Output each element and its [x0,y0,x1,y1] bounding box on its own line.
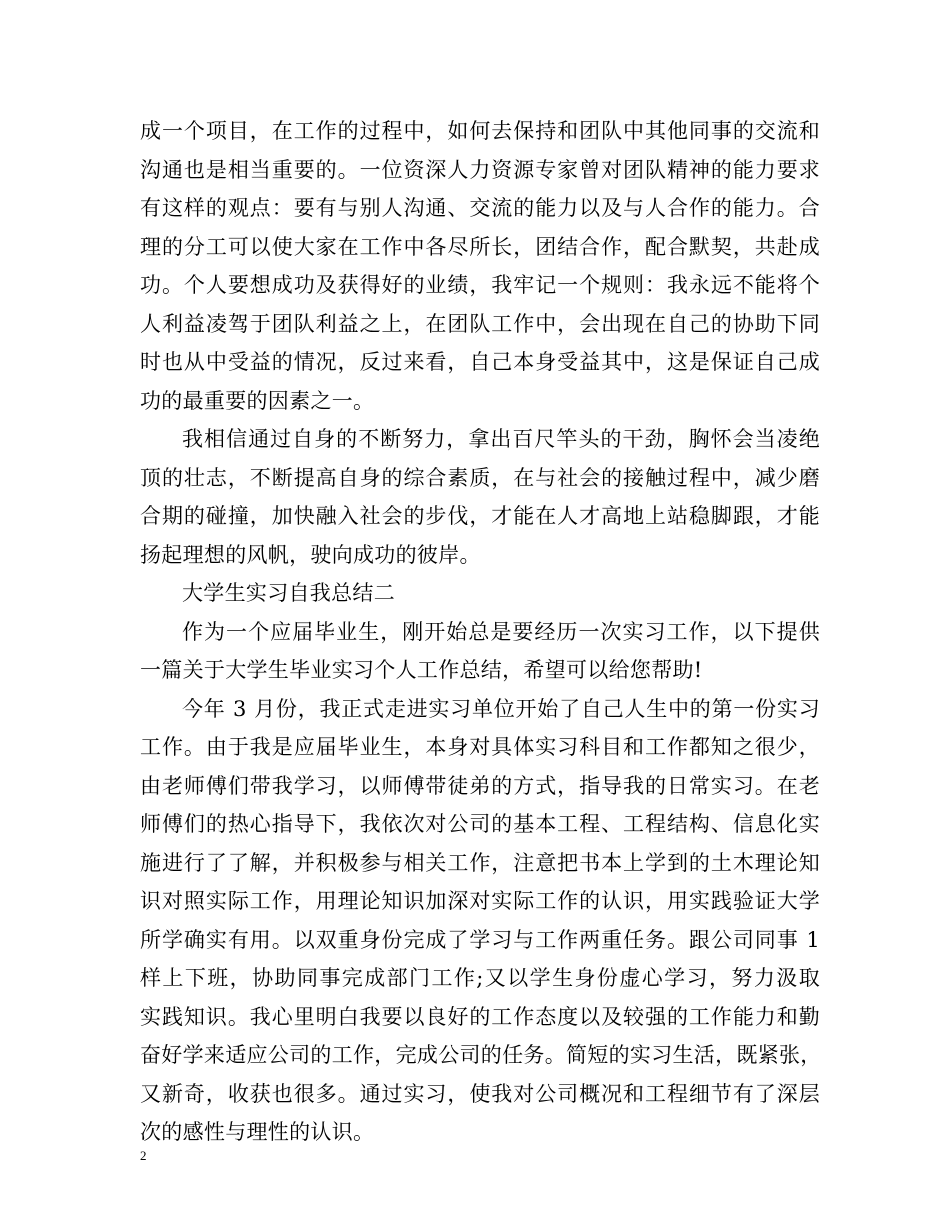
text-line: 有这样的观点：要有与别人沟通、交流的能力以及与人合作的能力。合 [140,196,820,220]
text-line: 师傅们的热心指导下，我依次对公司的基本工程、工程结构、信息化实 [140,812,820,836]
body-text [140,112,820,1152]
page-number: 2 [140,1148,147,1163]
text-line: 次的感性与理性的认识。 [140,1120,375,1144]
text-line: 顶的壮志，不断提高自身的综合素质，在与社会的接触过程中，减少磨 [140,465,820,490]
text-line: 成一个项目，在工作的过程中，如何去保持和团队中其他同事的交流和 [140,119,820,143]
text-line: 奋好学来适应公司的工作，完成公司的任务。简短的实习生活，既紧张， [140,1043,822,1067]
text-line: 实践知识。我心里明白我要以良好的工作态度以及较强的工作能力和勤 [140,1004,820,1029]
text-line: 大学生实习自我总结二 [182,581,395,605]
text-line: 又新奇，收获也很多。通过实习，使我对公司概况和工程细节有了深层 [140,1081,820,1106]
text-line: 施进行了了解，并积极参与相关工作，注意把书本上学到的土木理论知 [140,850,820,875]
text-line: 我相信通过自身的不断努力，拿出百尺竿头的干劲，胸怀会当凌绝 [182,427,820,451]
text-line: 理的分工可以使大家在工作中各尽所长，团结合作，配合默契，共赴成 [140,234,820,259]
text-line: 所学确实有用。以双重身份完成了学习与工作两重任务。跟公司同事 1 [140,927,820,952]
text-line: 功的最重要的因素之一。 [140,388,375,413]
text-line: 工作。由于我是应届毕业生，本身对具体实习科目和工作都知之很少， [140,735,820,759]
text-line: 合期的碰撞，加快融入社会的步伐，才能在人才高地上站稳脚跟，才能 [140,504,820,528]
text-line: 沟通也是相当重要的。一位资深人力资源专家曾对团队精神的能力要求 [140,157,820,182]
text-line: 扬起理想的风帆，驶向成功的彼岸。 [140,542,481,567]
text-line: 人利益凌驾于团队利益之上，在团队工作中，会出现在自己的协助下同 [140,311,820,336]
text-line: 时也从中受益的情况，反过来看，自己本身受益其中，这是保证自己成 [140,350,820,374]
text-line: 功。个人要想成功及获得好的业绩，我牢记一个规则：我永远不能将个 [140,273,820,297]
text-line: 由老师傅们带我学习，以师傅带徒弟的方式，指导我的日常实习。在老 [140,773,820,798]
text-line: 样上下班，协助同事完成部门工作;又以学生身份虚心学习，努力汲取 [140,966,820,990]
text-line: 作为一个应届毕业生，刚开始总是要经历一次实习工作，以下提供 [182,619,820,644]
text-line: 今年 3 月份，我正式走进实习单位开始了自己人生中的第一份实习 [182,696,820,721]
text-line: 识对照实际工作，用理论知识加深对实际工作的认识，用实践验证大学 [140,889,820,913]
text-line: 一篇关于大学生毕业实习个人工作总结，希望可以给您帮助! [140,658,703,682]
